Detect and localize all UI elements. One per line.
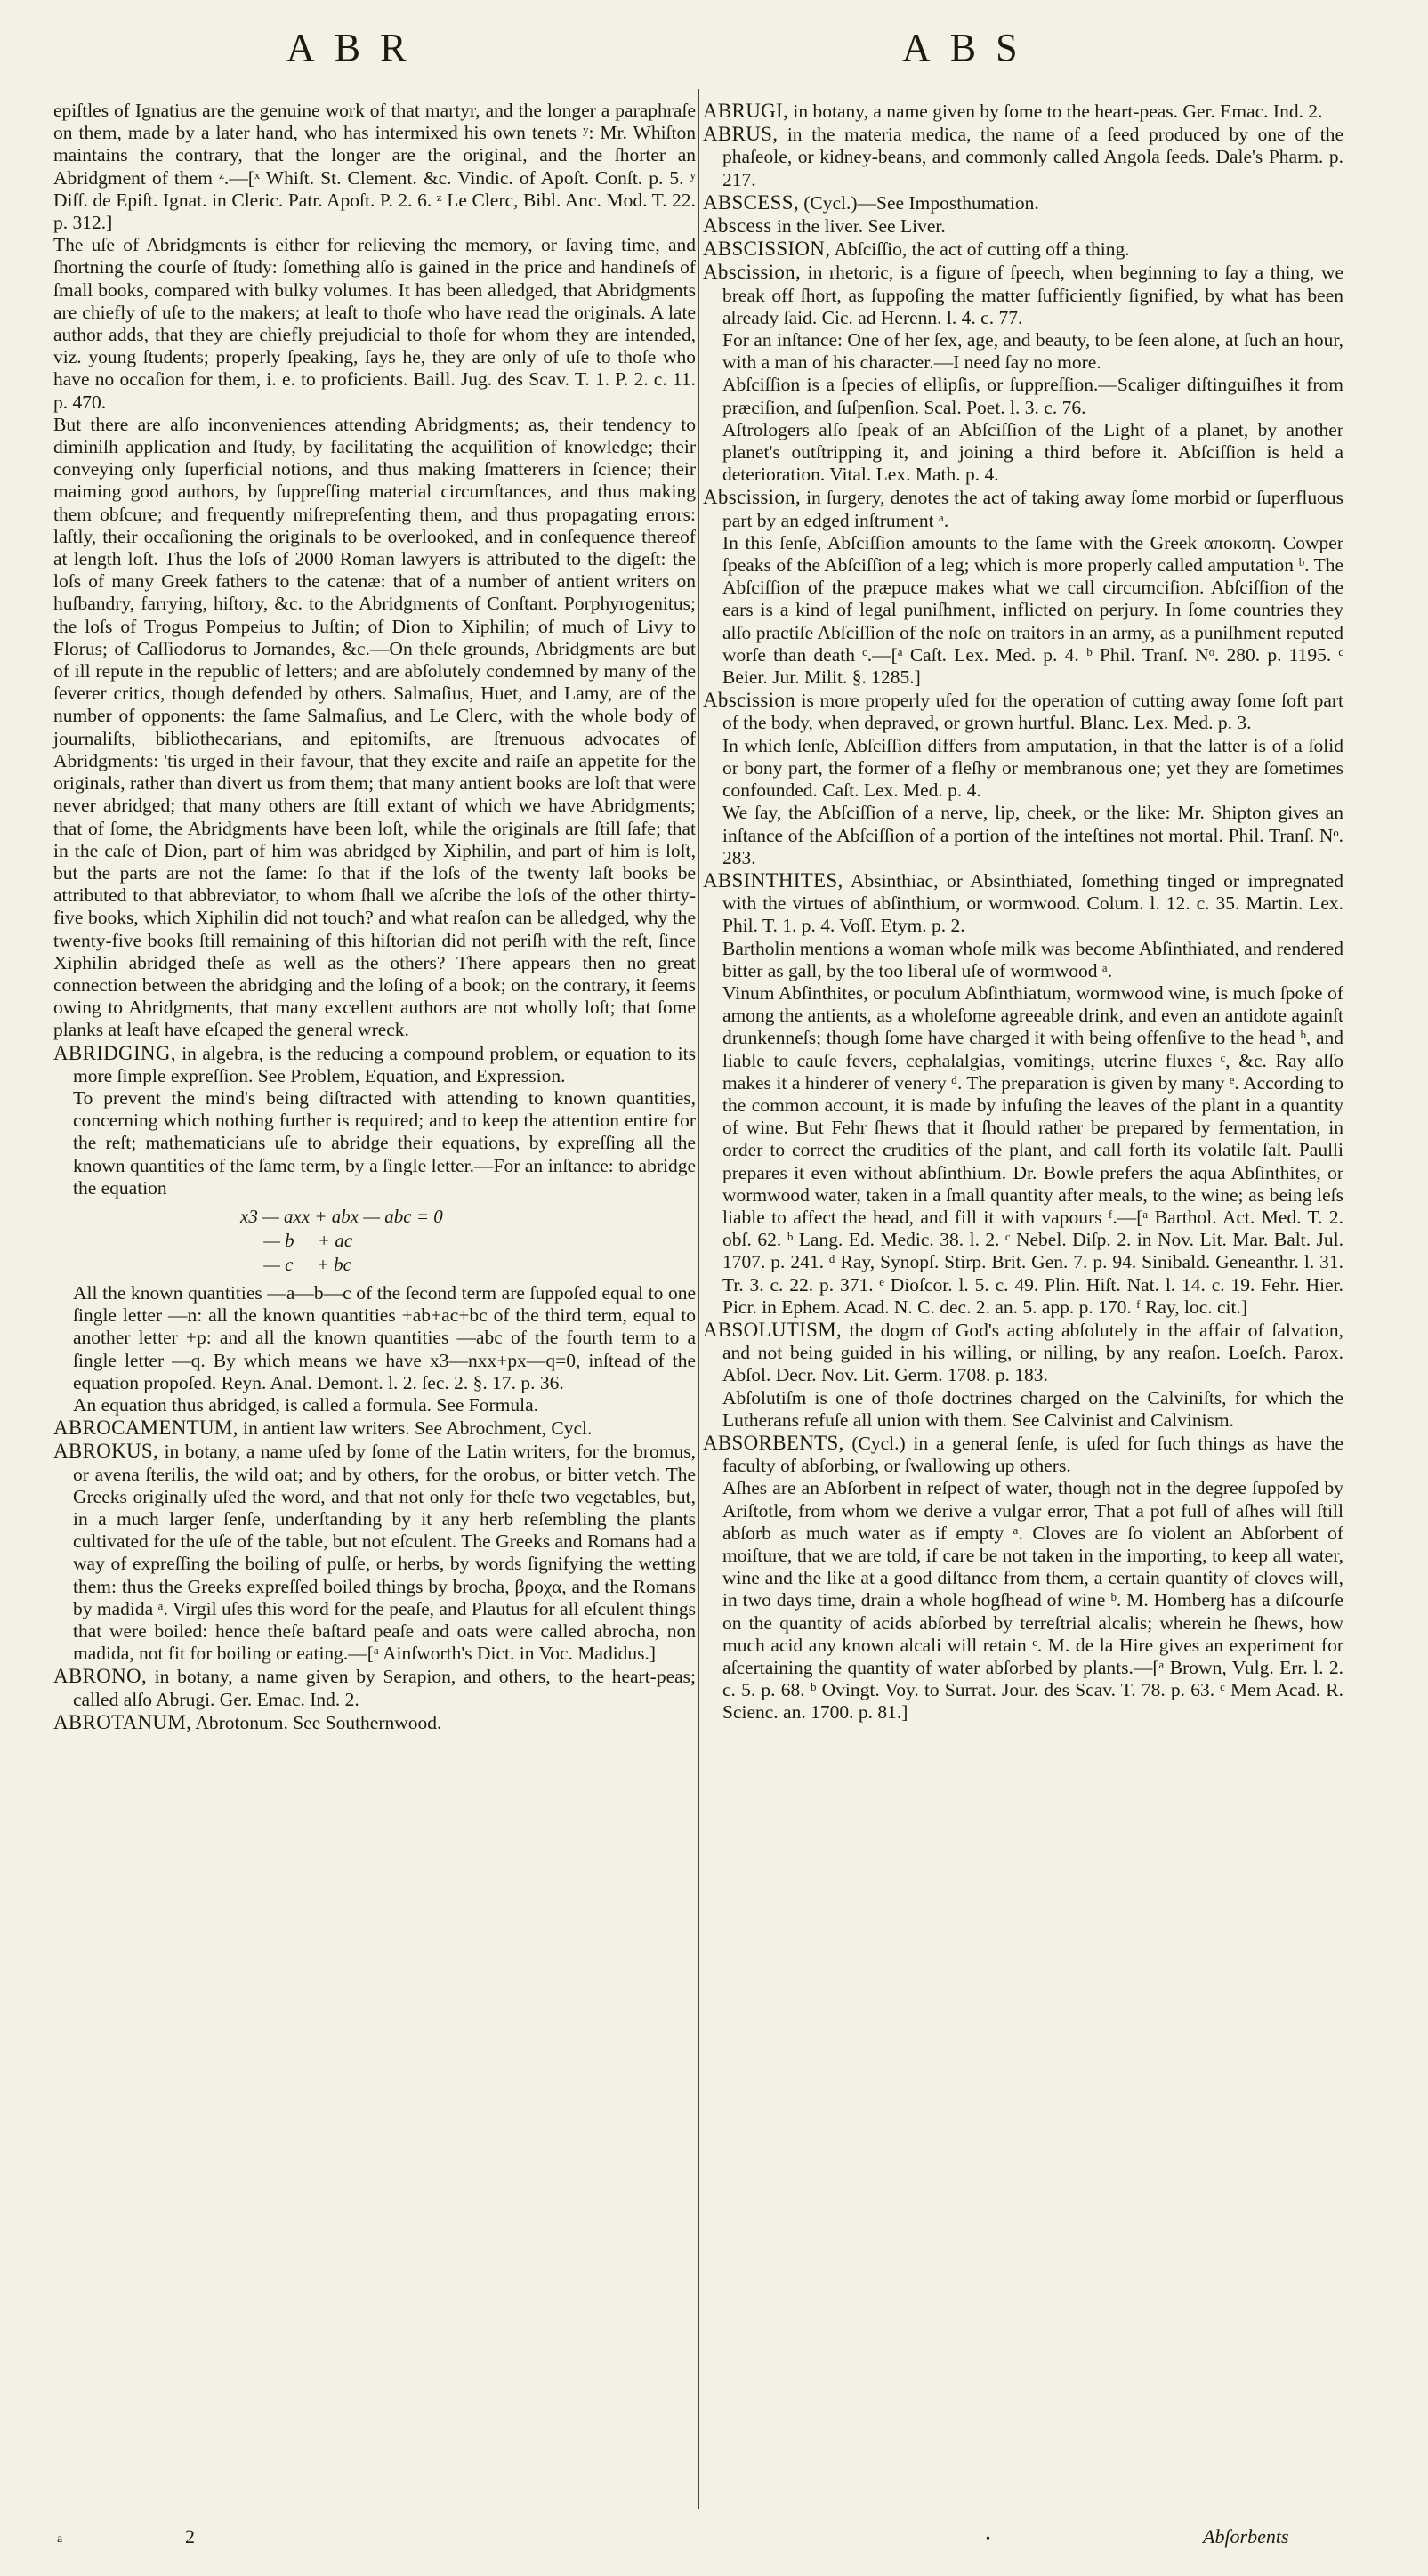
- entry-headword: Abscission: [703, 689, 795, 712]
- entry-headword: ABSCISSION,: [703, 238, 831, 261]
- entry-text: in ſurgery, denotes the act of taking away ſome morbid or ſuperfluous part by an edged inſtrument ᵃ.: [722, 487, 1343, 531]
- entry-paragraph: Vinum Abſinthites, or poculum Abſinthiatum, wormwood wine, is much ſpoke of among the antients, as a wholeſome agreeable drink, and even an antidote againſt drunkenneſs; though ſome have charged it with being offenſive to the head ᵇ, and liable to cauſe fevers, cephalalgias, vomitings, uterine fluxes ᶜ, &c. Ray alſo makes it a hinderer of venery ᵈ. The preparation is given by many ᵉ. According to the common account, it is made by infuſing the leaves of the plant in a quantity of wine. But Fehr ſhews that it ſhould rather be prepared by fermentation, in order to correct the crudities of the plant, and call forth its volatile ſalt. Paulli prepares it even without abſinthium. Dr. Bowle prefers the aqua Abſinthites, or wormwood water, taken in a ſmall quantity after meals, to the wine; as being leſs liable to affect the head, and fill it with vapours ᶠ.—[ᵃ Barthol. Act. Med. T. 2. obſ. 62. ᵇ Lang. Ed. Medic. 38. l. 2. ᶜ Nebel. Diſp. 2. in Nov. Lit. Mar. Balt. Jul. 1707. p. 241. ᵈ Ray, Synopſ. Stirp. Brit. Gen. 7. p. 94. Sinibald. Geneanthr. l. 31. Tr. 3. c. 22. p. 371. ᵉ Dioſcor. l. 5. c. 49. Plin. Hiſt. Nat. l. 14. c. 19. Fehr. Hier. Picr. in Ephem. Acad. N. C. dec. 2. an. 5. app. p. 170. ᶠ Ray, loc. cit.]: [722, 981, 1343, 1318]
- entry-paragraph: We ſay, the Abſciſſion of a nerve, lip, cheek, or the like: Mr. Shipton gives an inſtance of the Abſciſſion of a portion of the inteſtines not mortal. Phil. Tranſ. Nᵒ. 283.: [722, 802, 1343, 868]
- dictionary-entry: [703, 100, 1343, 123]
- entry-headword: ABRUGI,: [703, 100, 789, 122]
- entry-paragraph: All the known quantities —a—b—c of the ſecond term are ſuppoſed equal to one ſingle letter —n: all the known quantities +ab+ac+bc of the third term, equal to another letter +p: and all the known quantities —abc of the fourth term to a ſingle letter —q. By which means we have x3—nxx+px—q=0, inſtead of the equation propoſed. Reyn. Anal. Demont. l. 2. ſec. 2. §. 17. p. 36.: [73, 1281, 696, 1393]
- entry-headword: ABSCESS,: [703, 190, 799, 214]
- dictionary-entry: [703, 1319, 1343, 1387]
- running-head-right: ABS: [902, 26, 1037, 69]
- entry-text: Abrotonum. See Southernwood.: [191, 1711, 442, 1733]
- entry-paragraph: Bartholin mentions a woman whoſe milk was become Abſinthiated, and rendered bitter as gall, by the too liberal uſe of wormwood ᵃ.: [722, 937, 1343, 981]
- entry-headword: Abscess: [703, 214, 772, 238]
- entry-paragraph: Aſhes are an Abſorbent in reſpect of water, though not in the degree ſuppoſed by Ariſtotle, from whom we derive a vulgar error, That a pot full of aſhes will ſtill abſorb as much water as if empty ᵃ. Cloves are ſo violent an Abſorbent of moiſture, that we are told, if care be not taken in the importing, to keep all water, wine and the like at a good diſtance from them, a certain quantity of cloves will, in two days time, drain a whole hogſhead of wine ᵇ. M. Homberg has a diſcourſe on the quantity of acids abſorbed by terreſtrial alcalis; wherein he ſhews, how much acid any known alcali will retain ᶜ. M. de la Hire gives an experiment for aſcertaining the quantity of water abſorbed by plants.—[ᵃ Brown, Vulg. Err. l. 2. c. 5. p. 68. ᵇ Ovingt. Voy. to Surrat. Jour. des Scav. T. 78. p. 63. ᶜ Mem Acad. R. Scienc. an. 1700. p. 81.]: [722, 1477, 1343, 1724]
- entry-text: Abſciſſio, the act of cutting off a thing.: [830, 238, 1130, 261]
- entry-paragraph: Abſciſſion is a ſpecies of ellipſis, or ſuppreſſion.—Scaliger diſtinguiſhes it from præciſion, and ſuſpenſion. Scal. Poet. l. 3. c. 76.: [722, 374, 1343, 418]
- dictionary-entry: [703, 214, 1343, 238]
- entry-headword: ABSORBENTS,: [703, 1431, 844, 1454]
- dictionary-entry: [53, 1417, 696, 1440]
- dictionary-entry: [53, 1042, 696, 1087]
- entry-headword: Abscission,: [703, 261, 802, 284]
- entry-paragraph: In this ſenſe, Abſciſſion amounts to the ſame with the Greek αποκοπη. Cowper ſpeaks of the Abſciſſion of a leg; which is more properly called amputation ᵇ. The Abſciſſion of the præpuce makes what we call circumciſion. Abſciſſion of the ears is a kind of legal puniſhment, inflicted on perjury. In ſome countries they alſo practiſe Abſciſſion of the noſe on traitors in an army, as a puniſhment reputed worſe than death ᶜ.—[ᵃ Caſt. Lex. Med. p. 4. ᵇ Phil. Tranſ. Nᵒ. 280. p. 1195. ᶜ Beier. Jur. Milit. §. 1285.]: [722, 531, 1343, 689]
- entry-headword: ABSINTHITES,: [703, 868, 843, 892]
- entry-text: the dogm of God's acting abſolutely in the affair of ſalvation, and not being guided in his willing, or nilling, by any reaſon. Loeſch. Parox. Abſol. Decr. Nov. Lit. Germ. 1708. p. 183.: [722, 1319, 1343, 1386]
- dictionary-entry: [703, 191, 1343, 214]
- dictionary-entry: [703, 689, 1343, 734]
- dictionary-entry: [703, 869, 1343, 938]
- dictionary-entry: [53, 1665, 696, 1710]
- entry-paragraph: To prevent the mind's being diſtracted with attending to known quantities, concerning which nothing further is required; and to keep the attention entire for the reſt; mathematicians uſe to abridge their equations, by expreſſing all the known quantities of the ſame term, by a ſingle letter.—For an inſtance: to abridge the equation: [73, 1086, 696, 1199]
- dictionary-entry: [703, 486, 1343, 531]
- dictionary-entry: [703, 261, 1343, 329]
- entry-paragraph: Aſtrologers alſo ſpeak of an Abſciſſion of the Light of a planet, by another planet's outſtripping it, and joining a third before it. Abſciſſion is held a deterioration. Vital. Lex. Math. p. 4.: [722, 418, 1343, 486]
- entry-headword: ABROTANUM,: [53, 1710, 192, 1733]
- entry-text: (Cycl.)—See Imposthumation.: [798, 191, 1039, 214]
- running-head-left: ABR: [286, 26, 426, 69]
- dictionary-entry: [53, 1440, 696, 1665]
- footer-dot: •: [986, 2532, 990, 2546]
- entry-text: in botany, a name given by ſome to the heart-peas. Ger. Emac. Ind. 2.: [788, 101, 1323, 122]
- entry-text: is more properly uſed for the operation of cutting away ſome ſoft part of the body, when depraved, or grown hurtful. Blanc. Lex. Med. p. 3.: [722, 690, 1343, 734]
- paragraph: But there are alſo inconveniences attending Abridgments; as, their tendency to diminiſh application and ſtudy, by facilitating the acquiſition of knowledge; their conveying only ſuperficial notions, and thus making ſmatterers in ſcience; their maiming good authors, by ſuppreſſing material circumſtances, and thus making them obſcure; and frequently miſrepreſenting them, and thus propagating errors: laſtly, their occaſioning the originals to be overlooked, and in conſequence thereof at length loſt. Thus the loſs of 2000 Roman lawyers is attributed to the digeſt: the loſs of many Greek fathers to the catenæ: that of a number of antient writers on huſbandry, farrying, hiſtory, &c. to the Abridgments of Conſtant. Porphyrogenitus; the loſs of Trogus Pompeius to Juſtin; of Dion to Xiphilin; of much of Livy to Florus; of Caſſiodorus to Jornandes, &c.—On theſe grounds, Abridgments are but of ill repute in the republic of letters; and are abſolutely condemned by many of the ſeverer critics, though defended by others. Salmaſius, Huet, and Lamy, are of the number of opponents: the ſame Salmaſius, and Le Clerc, with the whole body of journaliſts, bibliothecarians, and epitomiſts, are ſtrenuous advocates of Abridgments: 'tis urged in their favour, that they excite and raiſe an appetite for the originals, rather than divert us from them; that many antient books are loſt that were never abridged; that many others are ſtill extant of which we have Abridgments; that of ſome, the Abridgments have been loſt, while the originals are ſtill ſafe; that in the caſe of Dion, part of him was abridged by Xiphilin, and part of him is loſt, but the parts are not the ſame: ſo that if the loſs of the twenty laſt books be attributed to that abbreviator, to whom ſhall we aſcribe the loſs of the other thirty-five books, which Xiphilin did not touch? and what reaſon can be alledged, why the twenty-five books ſtill remaining of this hiſtorian did not periſh with the reſt, ſince Xiphilin abridged theſe as well as the others? There appears then no great connection between the abridging and the loſing of a book; on the contrary, it ſeems owing to Abridgments, that many excellent authors are not wholly loſt; that ſome planks at leaſt have eſcaped the general wreck.: [53, 413, 696, 1041]
- column-rule: [698, 89, 699, 2509]
- entry-text: in algebra, is the reducing a compound problem, or equation to its more ſimple expreſſion. See Problem, Equation, and Expression.: [73, 1042, 696, 1086]
- entry-headword: ABRONO,: [53, 1665, 147, 1688]
- entry-paragraph: For an inſtance: One of her ſex, age, and beauty, to be ſeen alone, at ſuch an hour, with a man of his character.—I need ſay no more.: [722, 329, 1343, 374]
- entry-headword: ABROCAMENTUM,: [53, 1417, 238, 1440]
- page-number: 2: [185, 2525, 195, 2548]
- catchword: Abſorbents: [1203, 2525, 1289, 2548]
- entry-paragraph: Abſolutiſm is one of thoſe doctrines charged on the Calviniſts, for which the Lutherans refuſe all union with them. See Calvinist and Calvinism.: [722, 1386, 1343, 1431]
- right-column: [703, 100, 1343, 1724]
- signature-mark: a: [57, 2532, 63, 2546]
- entry-text: in botany, a name given by Serapion, and others, to the heart-peas; called alſo Abrugi. Ger. Emac. Ind. 2.: [73, 1666, 696, 1710]
- entry-text: in antient law writers. See Abrochment, Cycl.: [238, 1417, 593, 1440]
- entry-headword: ABRUS,: [703, 123, 779, 146]
- dictionary-entry: [703, 123, 1343, 191]
- entry-headword: ABRIDGING,: [53, 1041, 176, 1064]
- dictionary-entry: [53, 1711, 696, 1734]
- equation: x3 — axx + abx — abc = 0 — b + ac — c + bc: [240, 1205, 443, 1275]
- paragraph: The uſe of Abridgments is either for relieving the memory, or ſaving time, and ſhortning the courſe of ſtudy: ſomething alſo is gained in the price and handineſs of ſmall books, compared with bulky volumes. It has been alledged, that Abridgments are chiefly of uſe to the makers; at leaſt to thoſe who have read the originals. A late author adds, that they are chiefly prejudicial to thoſe for whom they are intended, viz. young ſtudents; properly ſpeaking, ſays he, they are only of uſe to thoſe who have no occaſion for them, i. e. to proficients. Baill. Jug. des Scav. T. 1. P. 2. c. 11. p. 470.: [53, 234, 696, 413]
- entry-headword: Abscission,: [703, 486, 802, 509]
- entry-paragraph: In which ſenſe, Abſciſſion differs from amputation, in that the latter is of a ſolid or bony part, the former of a fleſhy or membranous one; yet they are ſometimes confounded. Caſt. Lex. Med. p. 4.: [722, 734, 1343, 802]
- paragraph: epiſtles of Ignatius are the genuine work of that martyr, and the longer a paraphraſe on them, made by a later hand, who has intermixed his own tenets ʸ: Mr. Whiſton maintains the contrary, that the longer are the original, and the ſhorter an Abridgment of them ᶻ.—[ˣ Whiſt. St. Clement. &c. Vindic. of Apoſt. Conſt. p. 5. ʸ Diſſ. de Epiſt. Ignat. in Cleric. Patr. Apoſt. P. 2. 6. ᶻ Le Clerc, Bibl. Anc. Mod. T. 22. p. 312.]: [53, 100, 696, 234]
- left-column: [53, 100, 696, 1734]
- entry-text: in the liver. See Liver.: [771, 215, 946, 238]
- entry-headword: ABROKUS,: [53, 1440, 159, 1463]
- entry-text: Absinthiac, or Absinthiated, ſomething tinged or impregnated with the virtues of abſinthium, or wormwood. Colum. l. 12. c. 35. Martin. Lex. Phil. T. 1. p. 4. Voſſ. Etym. p. 2.: [722, 869, 1343, 937]
- dictionary-entry: [703, 238, 1343, 261]
- dictionary-entry: [703, 1432, 1343, 1477]
- entry-text: in the materia medica, the name of a ſeed produced by one of the phaſeole, or kidney-beans, and commonly called Angola ſeeds. Dale's Pharm. p. 217.: [722, 124, 1343, 190]
- entry-text: in botany, a name uſed by ſome of the Latin writers, for the bromus, or avena ſterilis, the wild oat; and by others, for the orobus, or bitter vetch. The Greeks originally uſed the word, and that not only for theſe two vegetables, but, in a much larger ſenſe, underſtanding by it any herb reſembling the plants cultivated for the uſe of the table, but not eſculent. The Greeks and Romans had a way of expreſſing the boiling of pulſe, or herbs, by words ſignifying the wetting them: thus the Greeks expreſſed boiled things by brocha, βροχα, and the Romans by madida ᵃ. Virgil uſes this word for the peaſe, and Plautus for all eſculent things that were boiled: hence theſe baſtard peaſe and oats were called abrocha, non madida, not fit for boiling or eating.—[ᵃ Ainſworth's Dict. in Voc. Madidus.]: [73, 1441, 696, 1665]
- entry-headword: ABSOLUTISM,: [703, 1318, 843, 1341]
- entry-text: (Cycl.) in a general ſenſe, is uſed for ſuch things as have the faculty of abſorbing, or ſwallowing up others.: [722, 1432, 1343, 1477]
- entry-text: in rhetoric, is a figure of ſpeech, when beginning to ſay a thing, we break off ſhort, as ſuppoſing the matter ſufficiently ſignified, by what has been already ſaid. Cic. ad Herenn. l. 4. c. 77.: [722, 262, 1343, 328]
- entry-paragraph: An equation thus abridged, is called a formula. See Formula.: [73, 1393, 539, 1416]
